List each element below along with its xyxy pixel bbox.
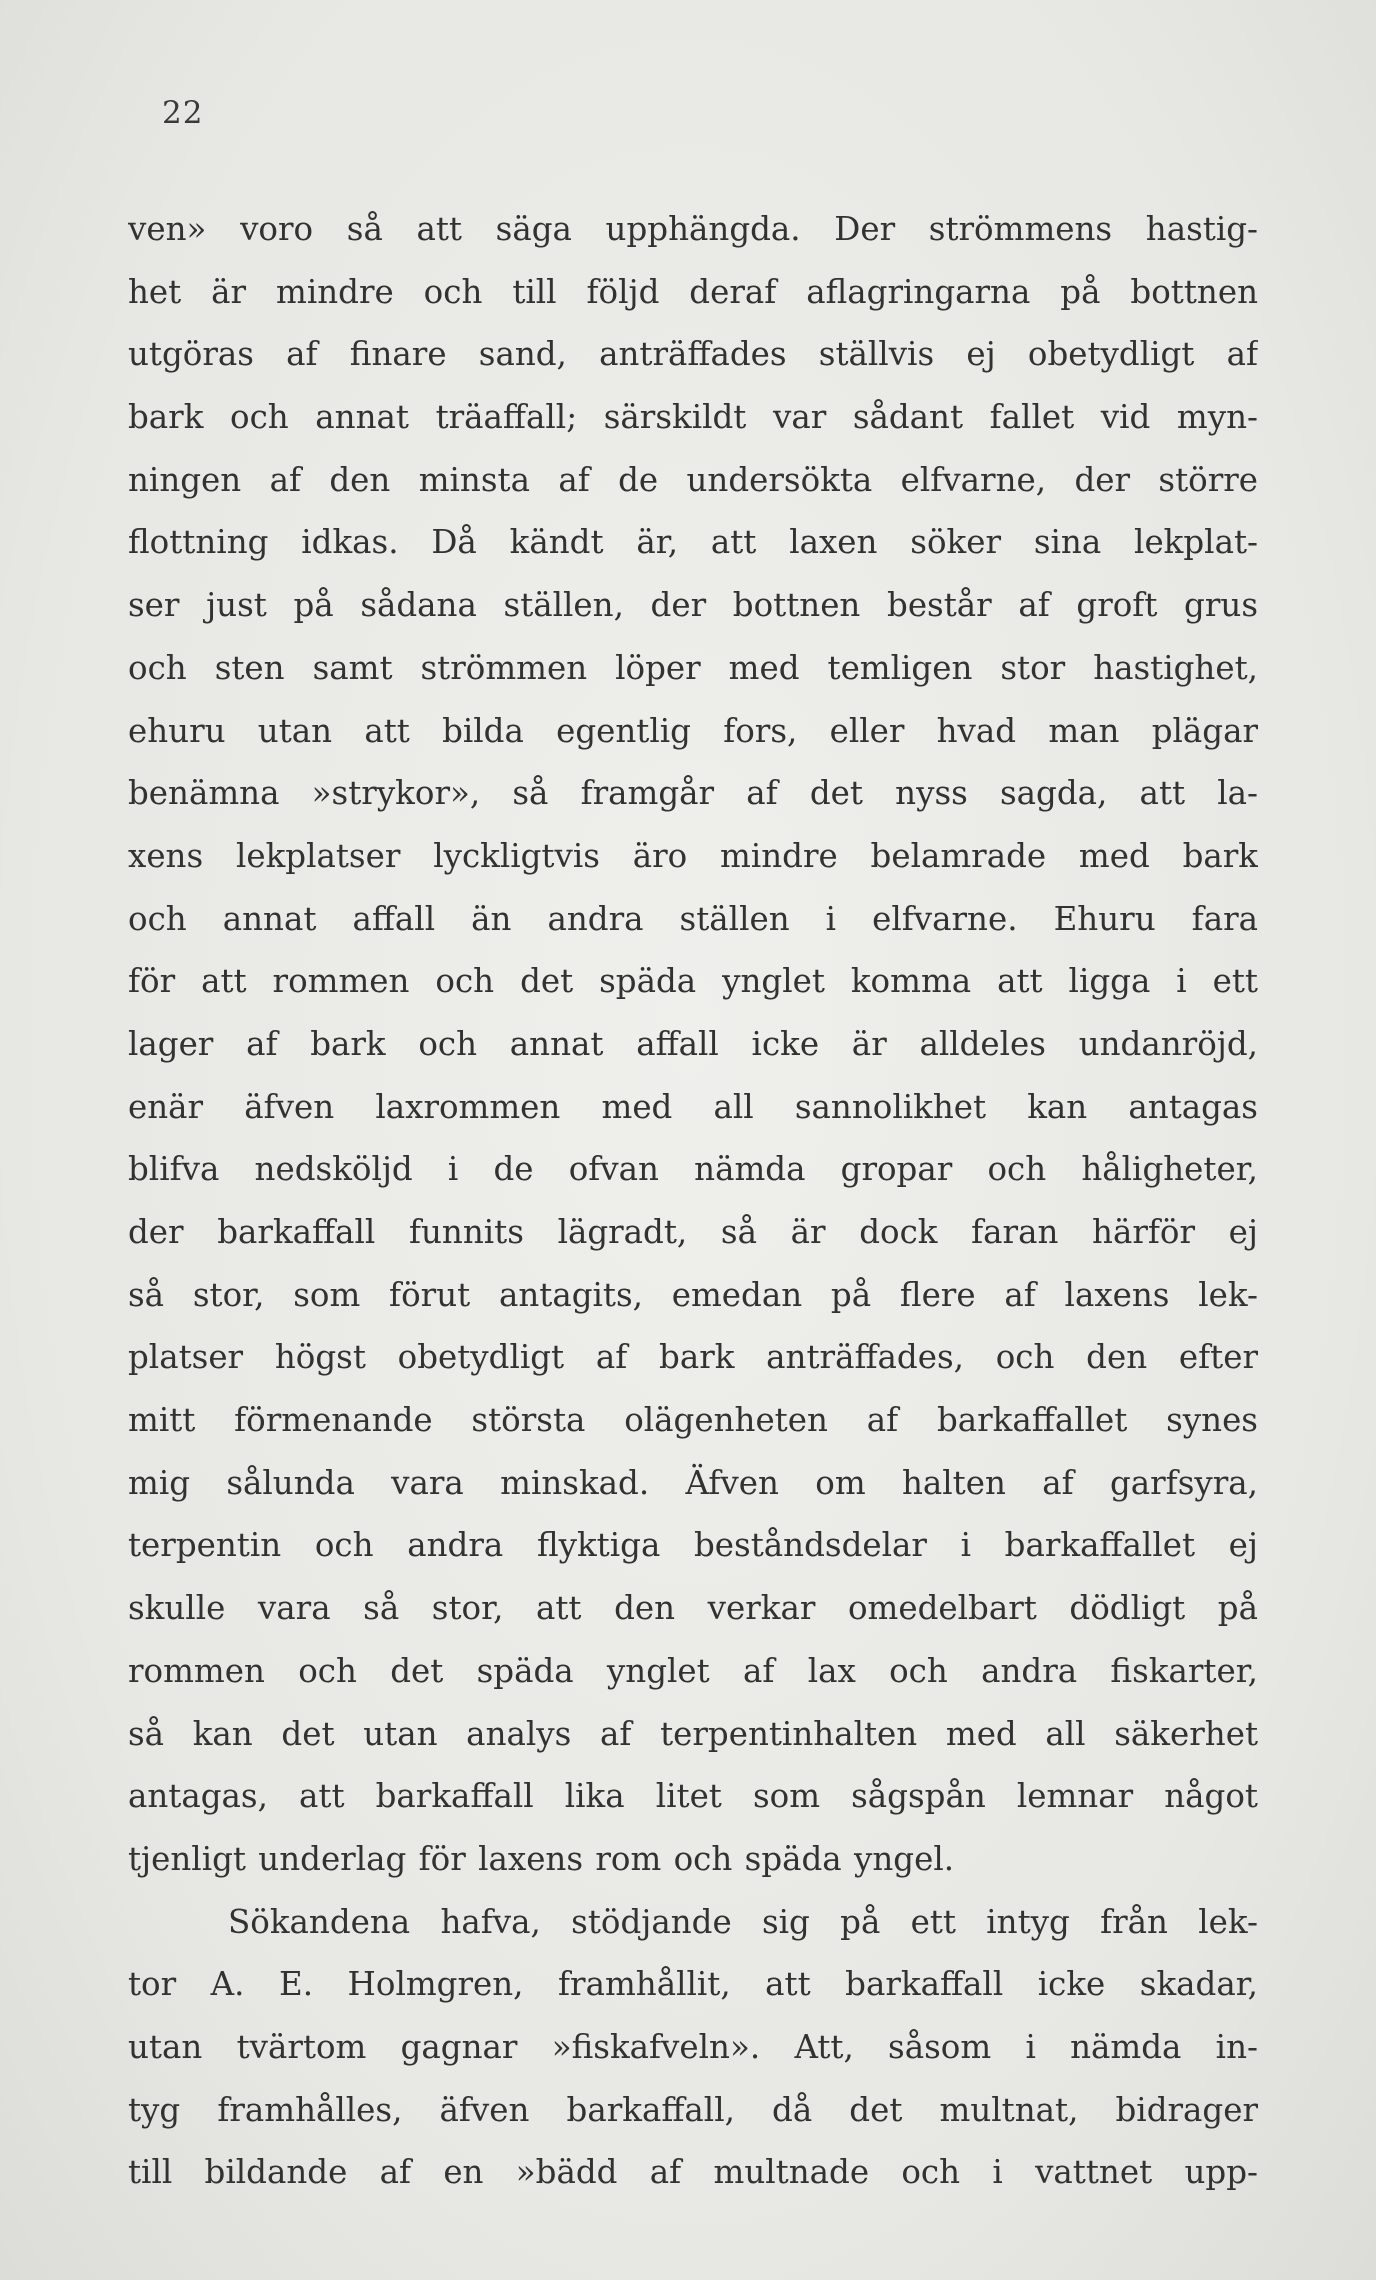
text-line: blifva nedsköljd i de ofvan nämda gropar och håligheter, [128, 1150, 1258, 1189]
text-line: het är mindre och till följd deraf aflagringarna på bottnen [128, 272, 1258, 311]
text-line: mitt förmenande största olägenheten af barkaffallet synes [128, 1401, 1258, 1440]
text-line: enär äfven laxrommen med all sannolikhet kan antagas [128, 1087, 1258, 1126]
text-line: lager af bark och annat affall icke är alldeles undanröjd, [128, 1024, 1258, 1063]
text-line: och annat affall än andra ställen i elfvarne. Ehuru fara [128, 899, 1258, 938]
text-line: skulle vara så stor, att den verkar omedelbart dödligt på [128, 1589, 1258, 1628]
text-line: ehuru utan att bilda egentlig fors, eller hvad man plägar [128, 711, 1258, 750]
text-line: till bildande af en »bädd af multnade och i vattnet upp- [128, 2153, 1258, 2192]
page-number: 22 [162, 95, 204, 131]
text-line: terpentin och andra flyktiga beståndsdelar i barkaffallet ej [128, 1526, 1258, 1565]
text-line: utan tvärtom gagnar »fiskafveln». Att, såsom i nämda in- [128, 2027, 1258, 2066]
text-line: bark och annat träaffall; särskildt var sådant fallet vid myn- [128, 398, 1258, 437]
text-line: ser just på sådana ställen, der bottnen består af groft grus [128, 586, 1258, 625]
text-line: tor A. E. Holmgren, framhållit, att barkaffall icke skadar, [128, 1965, 1258, 2004]
text-line: rommen och det späda ynglet af lax och andra fiskarter, [128, 1651, 1258, 1690]
text-line: tyg framhålles, äfven barkaffall, då det multnat, bidrager [128, 2090, 1258, 2129]
text-line: så stor, som förut antagits, emedan på flere af laxens lek- [128, 1275, 1258, 1314]
text-line: benämna »strykor», så framgår af det nyss sagda, att la- [128, 774, 1258, 813]
text-line: för att rommen och det späda ynglet komma att ligga i ett [128, 962, 1258, 1001]
text-line: utgöras af finare sand, anträffades ställvis ej obetydligt af [128, 335, 1258, 374]
text-line: platser högst obetydligt af bark anträffades, och den efter [128, 1338, 1258, 1377]
text-line: flottning idkas. Då kändt är, att laxen söker sina lekplat- [128, 523, 1258, 562]
text-line: ningen af den minsta af de undersökta elfvarne, der större [128, 460, 1258, 499]
text-line: antagas, att barkaffall lika litet som sågspån lemnar något [128, 1777, 1258, 1816]
text-line: och sten samt strömmen löper med temligen stor hastighet, [128, 648, 1258, 687]
text-line: der barkaffall funnits lägradt, så är dock faran härför ej [128, 1213, 1258, 1251]
text-line: xens lekplatser lyckligtvis äro mindre belamrade med bark [128, 836, 1258, 875]
text-line: tjenligt underlag för laxens rom och späda yngel. [128, 1839, 955, 1878]
text-line: Sökandena hafva, stödjande sig på ett intyg från lek- [228, 1902, 1258, 1941]
text-line: ven» voro så att säga upphängda. Der strömmens hastig- [128, 210, 1258, 248]
text-line: mig sålunda vara minskad. Äfven om halten af garfsyra, [128, 1463, 1258, 1502]
body-text [128, 198, 1258, 2204]
text-line: så kan det utan analys af terpentinhalten med all säkerhet [128, 1714, 1258, 1753]
